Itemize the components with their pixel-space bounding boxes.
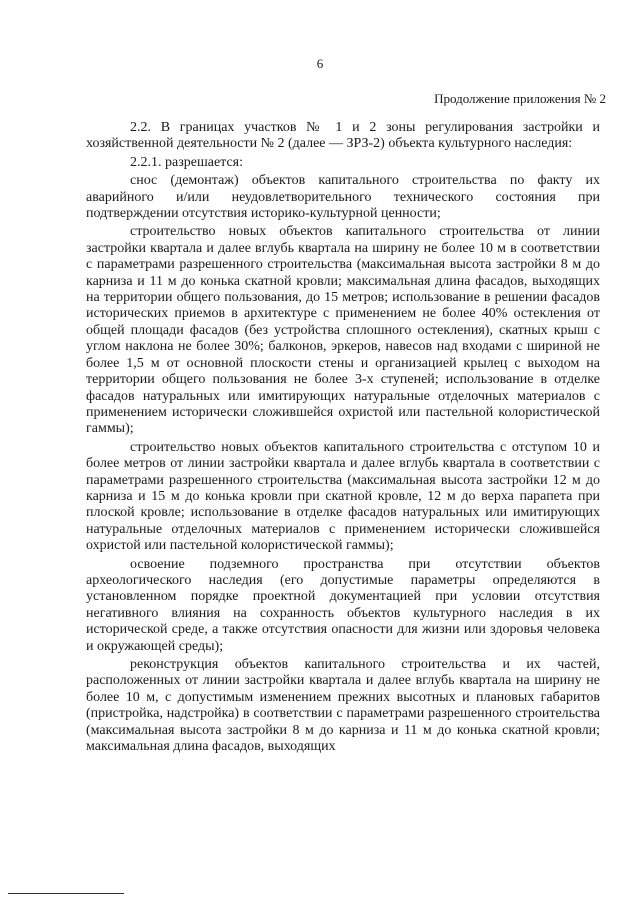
paragraph-underground-space: освоение подземного пространства при отсутствии объектов археологического наследия (его допустимые параметры определяются в установленном порядке проектной документацией при условии отсутствия негативного влияния на сохранность объектов культурного наследия в их исторической среде, а также отсутствия опасности для жизни или здоровья человека и окружающей среды); [86, 556, 600, 654]
appendix-continuation-note: Продолжение приложения № 2 [434, 91, 606, 106]
paragraph-section-2-2: 2.2. В границах участков № 1 и 2 зоны регулирования застройки и хозяйственной деятельности № 2 (далее — ЗРЗ-2) объекта культурного наследия: [86, 120, 600, 152]
paragraph-reconstruction: реконструкция объектов капитального строительства и их частей, расположенных от линии застройки квартала и далее вглубь квартала на ширину не более 10 м, с допустимым изменением прежних высотных и плановых габаритов (пристройка, надстройка) в соответствии с параметрами разрешенного строительства (максимальная высота застройки 8 м до карниза и 11 м до конька скатной кровли; максимальная длина фасадов, выходящих [86, 657, 600, 755]
paragraph-construction-building-line: строительство новых объектов капитального строительства от линии застройки квартала и далее вглубь квартала на ширину не более 10 м в соответствии с параметрами разрешенного строительства (максимальная высота застройки 8 м до карниза и 11 м до конька скатной кровли; максимальная длина фасадов, выходящих на территории общего пользования, до 15 метров; использование в решении фасадов исторических приемов в архитектуре с применением не более 40% остекления от общей площади фасадов (без устройства сплошного остекления), скатных крыш с углом наклона не более 30%; балконов, эркеров, навесов над входами с шириной не более 1,5 м от основной плоскости стены и организацией крылец с выходом на территории общего пользования не более 3-х ступеней; использование в отделке фасадов натуральных или имитирующих натуральные отделочных материалов с применением исторически сложившейся охристой или пастельной колористической гаммы); [86, 224, 600, 437]
document-body [86, 120, 600, 757]
paragraph-demolition: снос (демонтаж) объектов капитального строительства по факту их аварийного и/или неудовлетворительного технического состояния при подтверждении отсутствия историко-культурной ценности; [86, 173, 600, 222]
paragraph-construction-setback: строительство новых объектов капитального строительства с отступом 10 и более метров от линии застройки квартала и далее вглубь квартала в соответствии с параметрами разрешенного строительства (максимальная высота застройки 12 м до карниза и 15 м до конька кровли при скатной кровле, 12 м до верха парапета при плоской кровле; использование в отделке фасадов натуральных или имитирующих натуральные отделочных материалов с применением исторически сложившейся охристой или пастельной колористической гаммы); [86, 439, 600, 554]
page-number: 6 [316, 56, 324, 71]
paragraph-section-2-2-1: 2.2.1. разрешается: [130, 154, 243, 170]
footer-divider [8, 893, 124, 894]
